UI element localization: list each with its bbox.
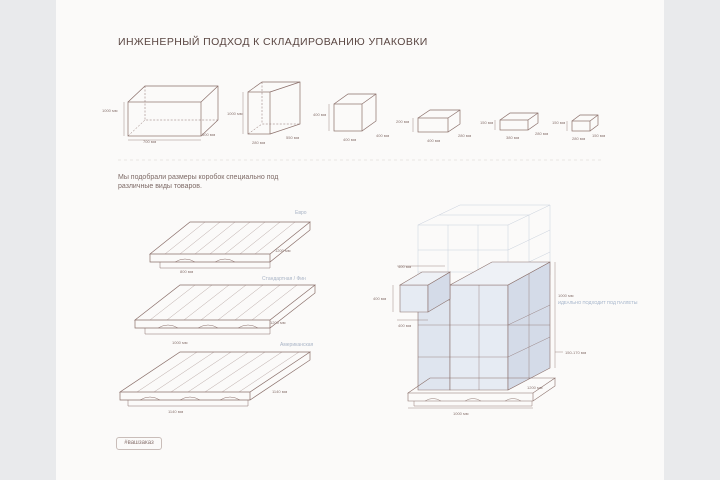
box-6-depth: 150 мм — [592, 133, 606, 138]
stack-pallet-height: 150-170 мм — [565, 350, 587, 355]
pallet-standard-length: 1200 мм — [270, 320, 286, 325]
box-5-drawing — [500, 113, 538, 130]
pallet-euro-drawing — [150, 222, 310, 268]
pallet-euro-length: 1200 мм — [275, 248, 291, 253]
box-1-depth: 500 мм — [202, 132, 216, 137]
page-title: ИНЖЕНЕРНЫЙ ПОДХОД К СКЛАДИРОВАНИЮ УПАКОВКИ — [118, 36, 428, 48]
box-6-width: 280 мм — [572, 136, 586, 141]
box-4-height: 200 мм — [396, 119, 410, 124]
pallet-standard-drawing — [135, 285, 315, 334]
stack-drawing — [393, 205, 563, 408]
box-2-drawing — [248, 82, 300, 134]
box-3-width: 400 мм — [343, 137, 357, 142]
description-text: Мы подобрали размеры коробок специально под различные виды товаров. — [118, 174, 279, 190]
box-5-width: 380 мм — [506, 135, 520, 140]
pallet-label-standard: Стандартная / Фин — [262, 276, 306, 282]
box-2-height: 1000 мм — [227, 111, 243, 116]
box-3-depth: 400 мм — [376, 133, 390, 138]
pallet-euro-width: 800 мм — [180, 269, 194, 274]
stack-box-depth: 400 мм — [398, 323, 412, 328]
stack-pallet-width: 1000 мм — [453, 411, 469, 416]
stack-height: 1000 мм — [558, 293, 574, 298]
box-5-depth: 280 мм — [535, 131, 549, 136]
pallet-american-width: 1140 мм — [168, 409, 184, 414]
pallet-american-drawing — [120, 352, 310, 406]
box-1-width: 700 мм — [143, 139, 157, 144]
box-2-width: 280 мм — [252, 140, 266, 145]
box-4-drawing — [418, 110, 460, 132]
box-2-depth: 550 мм — [286, 135, 300, 140]
box-1-height: 1000 мм — [102, 108, 118, 113]
pallet-standard-width: 1000 мм — [172, 340, 188, 345]
box-3-height: 400 мм — [313, 112, 327, 117]
box-1-drawing — [128, 86, 218, 136]
hashtag-badge: #вашзаказ — [116, 437, 162, 450]
pallet-american-length: 1140 мм — [272, 389, 288, 394]
pallet-label-american: Американская — [280, 342, 314, 348]
box-4-width: 400 мм — [427, 138, 441, 143]
stack-fit-note: ИДЕАЛЬНО ПОДХОДИТ ПОД ПАЛЛЕТЫ — [558, 300, 638, 305]
stack-box-height: 400 мм — [373, 296, 387, 301]
stack-box-width: 400 мм — [398, 264, 412, 269]
box-6-drawing — [572, 115, 598, 131]
box-3-drawing — [334, 94, 376, 131]
box-5-height: 150 мм — [480, 120, 494, 125]
box-4-depth: 280 мм — [458, 133, 472, 138]
box-6-height: 150 мм — [552, 120, 566, 125]
pallet-label-euro: Евро — [295, 210, 307, 216]
stack-pallet-length: 1200 мм — [527, 385, 543, 390]
